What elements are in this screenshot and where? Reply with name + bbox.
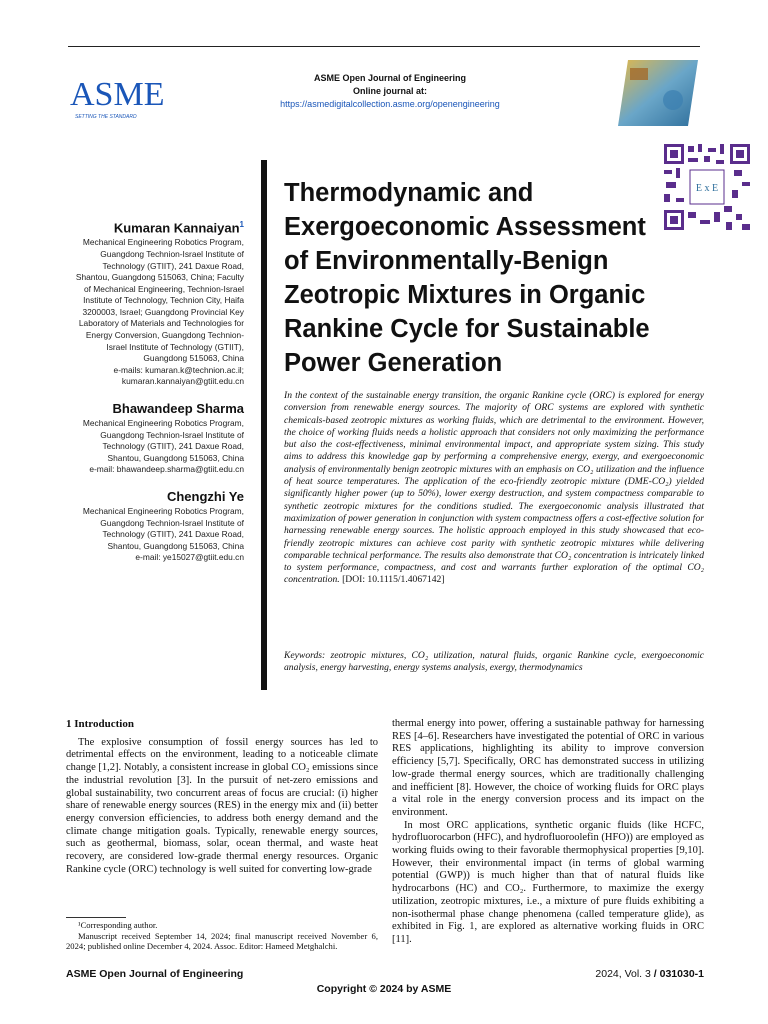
- footnote-rule: [66, 917, 126, 918]
- footer-separator: /: [650, 968, 660, 980]
- journal-info: [260, 72, 520, 111]
- copyright: Copyright © 2024 by ASME: [316, 983, 452, 995]
- footnote: ¹Corresponding author.: [78, 920, 158, 930]
- online-label: Online journal at:: [352, 86, 427, 96]
- journal-name: ASME Open Journal of Engineering: [313, 73, 466, 83]
- author-name: Bhawandeep Sharma: [112, 401, 244, 417]
- author-email[interactable]: e-mails: kumaran.k@technion.ac.il; kumaran.kannaiyan@gtiit.edu.cn: [113, 364, 244, 387]
- footnote: Manuscript received September 14, 2024; final manuscript received November 6, 2024; published online December 4, 2024. Assoc. Editor: Hameed Metghalchi.: [66, 930, 378, 952]
- intro-column-right: [392, 718, 704, 947]
- paragraph: The explosive consumption of fossil energy sources has led to detrimental effects on the environment, leading to a noticeable climate change [1,2]. Notably, a consistent increase in global CO₂ emissions since the industrial revolution [3]. In the pursuit of net-zero emissions and global sustainability, two concurrent areas of focus are crucial: (i) higher share of renewable energy sources (RES) in the energy mix and (ii) better energy conversion efficiencies, to address both energy demand and the climate change mitigation goals. Typically, renewable energy sources, such as geothermal, biomass, solar, ocean thermal, and waste heat recovery, are considered low-grade thermal energy resources. Organic Rankine cycle (ORC) technology is well suited for converting low-grade: [66, 736, 378, 875]
- logo-tagline: SETTING THE STANDARD: [75, 114, 137, 120]
- title-bar: [261, 160, 267, 690]
- author-name: Kumaran Kannaiyan$^1$: [113, 220, 244, 236]
- author-affiliation: Mechanical Engineering Robotics Program, Guangdong Technion-Israel Institute of Technology (GTIIT), 241 Daxue Road, Shantou, Guangdong 515063, China; Faculty of Mechanical Engineering, Technion-Israel Institute of Technology, Technion City, Haifa 3200003, Israel; Guangdong Provincial Key Laboratory of Materials and Technologies for Energy Conversion, Guangdong Technion-Israel Institute of Technology (GTIIT), Guangdong 515063, China e-mails: kumaran.k@technion.ac.il; kumaran.kannaiyan@gtiit.edu.cn: [75, 237, 244, 387]
- keywords-text: zeotropic mixtures, CO₂ utilization, natural fluids, organic Rankine cycle, exergoeconomic analysis, energy harvesting, energy systems analysis, exergy, thermodynamics: [284, 650, 704, 674]
- author-email[interactable]: e-mail: bhawandeep.sharma@gtiit.edu.cn: [89, 464, 244, 475]
- author-email[interactable]: e-mail: ye15027@gtiit.edu.cn: [135, 552, 244, 563]
- journal-cover-thumbnail: [618, 60, 698, 126]
- author-entry: [68, 216, 244, 388]
- author-entry: [68, 400, 244, 476]
- footer-issue: 2024, Vol. 3: [595, 968, 651, 980]
- abstract-text: In the context of the sustainable energy transition, the organic Rankine cycle (ORC) is explored for energy conversion from renewable energy sources. The majority of ORC systems are explored with synthetic chemicals-based zeotropic mixtures as working fluids, which are detrimental to the environment. However, the choice of working fluids needs a holistic approach that considers not only maximizing the performance but also the cost-effectiveness, minimal environmental impact, and appropriate system sizing. This study aims to address this knowledge gap by performing a comprehensive energy, exergy, and exergoeconomic analysis of environmentally benign zeotropic mixtures with an emphasis on CO₂ utilization and the influence of heat source temperatures. The application of the eco-friendly zeotropic mixture (DME-CO₂) yielded significantly higher power (up to 50%), lower exergy destruction, and system compactness comparable to synthetic zeotropic mixtures for the conditions studied. The exergoeconomic analysis illustrated that maximization of power generation in conjunction with system compactness offers a cost-effective solution for harnessing renewable energy sources. The holistic approach employed in this study showcased that eco-friendly zeotropic mixtures can achieve cost parity with synthetic zeotropic mixtures while delivering comparable technical performance. The results also demonstrate that CO₂ concentration is intricately linked to system performance, compactness, and cost and warrants further exploration of the optimal CO₂ concentration.: [284, 390, 704, 586]
- author-name: Chengzhi Ye: [166, 489, 244, 505]
- journal-url-link[interactable]: https://asmedigitalcollection.asme.org/openengineering: [280, 99, 500, 109]
- author-affiliation: Mechanical Engineering Robotics Program, Guangdong Technion-Israel Institute of Technology (GTIIT), 241 Daxue Road, Shantou, Guangdong 515063, China e-mail: ye15027@gtiit.edu.cn: [82, 506, 244, 563]
- footer-journal: ASME Open Journal of Engineering: [66, 968, 244, 980]
- abstract: [284, 390, 704, 587]
- paragraph: In most ORC applications, synthetic organic fluids (like HCFC, hydrofluorocarbon (HFC), and hydrofluoroolefin (HFO)) are employed as working fluids owing to their favorable thermophysical properties [9,10]. However, their environmental impact (in terms of global warming potential (GWP)) is much higher than that of natural fluids like hydrocarbons (HC) and CO₂. Furthermore, to maximize the exergy utilization, zeotropic mixtures, i.e., a mixture of pure fluids exhibiting a non-isothermal phase change phenomena (called temperature glide), as exhibited in Fig. 1, are explored as alternative working fluids in ORC [11].: [392, 819, 704, 945]
- footer-citation: [540, 968, 704, 980]
- qr-code-icon[interactable]: [662, 142, 752, 232]
- logo-text: ASME: [70, 76, 165, 113]
- qr-center-text: E x E: [695, 183, 719, 194]
- paper-title: Thermodynamic and Exergoeconomic Assessment of Environmentally-Benign Zeotropic Mixtures in Organic Rankine Cycle for Sustainable Power Generation: [284, 179, 650, 377]
- author-block: [68, 216, 244, 576]
- asme-logo: [68, 72, 168, 124]
- author-entry: [68, 488, 244, 564]
- doi-link[interactable]: [DOI: 10.1115/1.4067142]: [342, 574, 445, 586]
- paragraph: thermal energy into power, offering a sustainable pathway for harnessing RES [4–6]. Researchers have investigated the potential of ORC in various RES applications, highlighting its ability to improve conversion efficiency [5,7]. Specifically, ORC has demonstrated success in utilizing low-grade thermal energy sources, which are traditionally challenging and inefficient [8]. However, the choice of working fluids for ORC plays a vital role in the energy conversion process and its impact on the environment.: [392, 718, 704, 818]
- section-heading: 1 Introduction: [66, 718, 134, 730]
- author-affiliation: Mechanical Engineering Robotics Program, Guangdong Technion-Israel Institute of Technology (GTIIT), 241 Daxue Road, Shantou, Guangdong 515063, China e-mail: bhawandeep.sharma@gtiit.edu.cn: [82, 418, 244, 475]
- footnotes: [66, 920, 378, 952]
- header-rule: [68, 46, 700, 47]
- keywords: [284, 650, 704, 675]
- intro-column-left: [66, 718, 378, 876]
- keywords-label: Keywords:: [284, 650, 326, 661]
- footer-article: 031030-1: [659, 968, 704, 980]
